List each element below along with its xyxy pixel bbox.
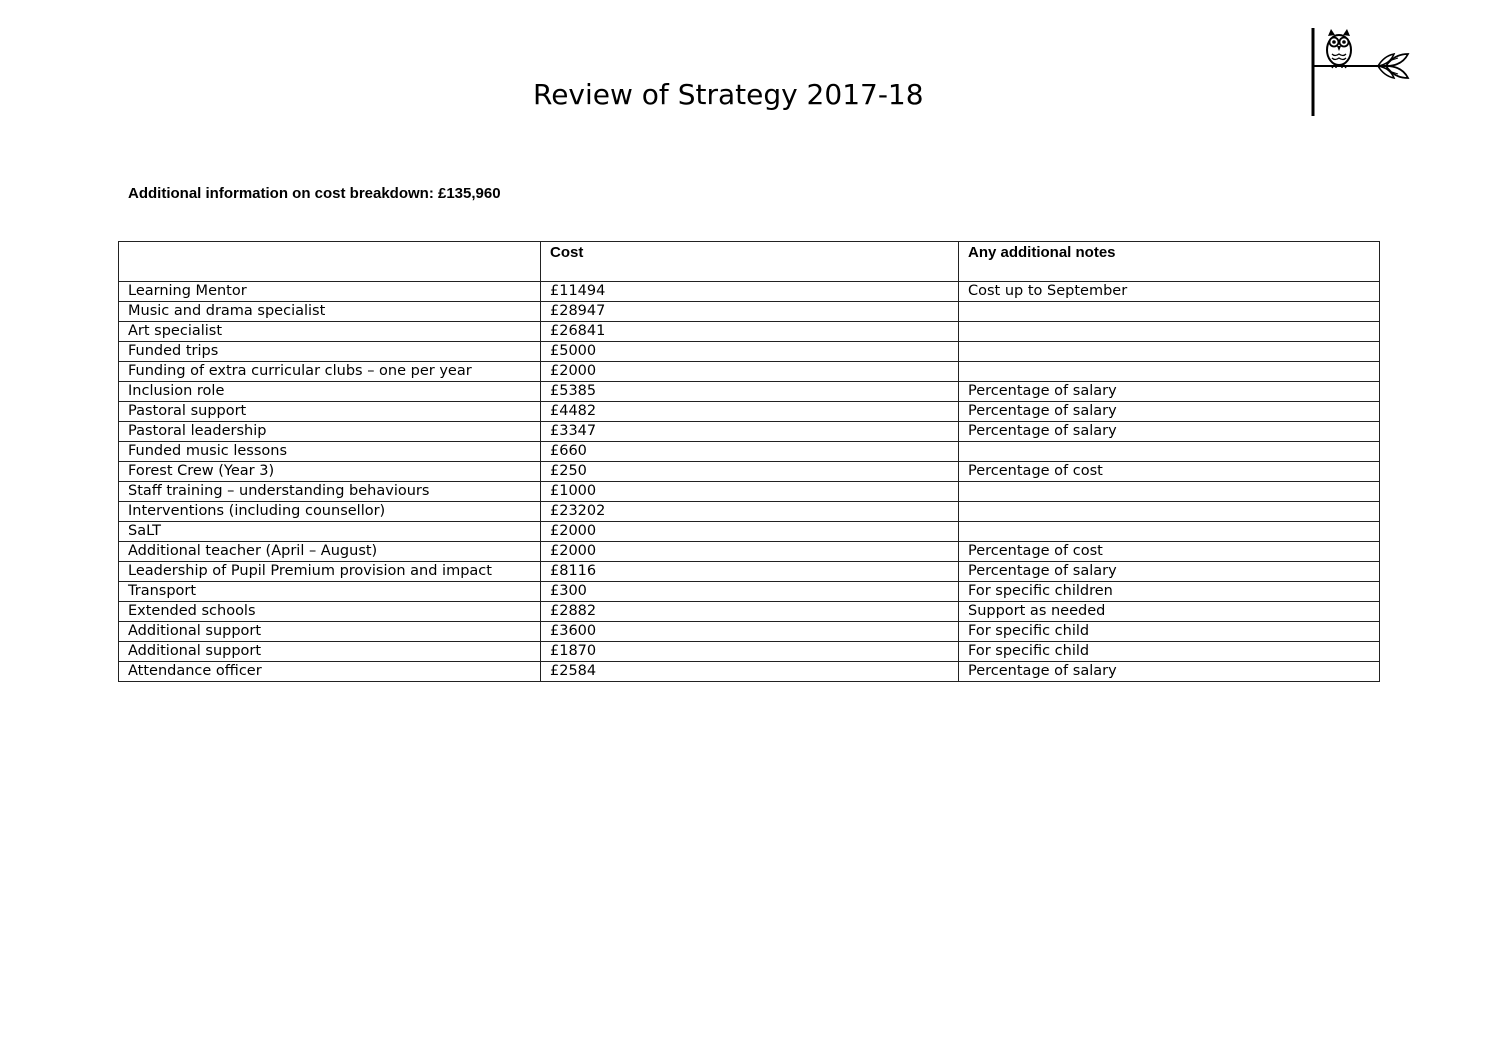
header-cost: Cost [541,242,959,282]
table-row [119,402,1380,422]
notes-cell: For specific children [959,582,1380,602]
table-row [119,342,1380,362]
cost-cell: £26841 [541,322,959,342]
cost-cell: £300 [541,582,959,602]
notes-cell: Percentage of cost [959,462,1380,482]
notes-cell: Percentage of salary [959,422,1380,442]
table-row [119,522,1380,542]
table-row [119,382,1380,402]
item-cell: Art specialist [119,322,541,342]
table-row [119,582,1380,602]
item-cell: Pastoral support [119,402,541,422]
cost-breakdown-table [118,241,1380,682]
table-row [119,422,1380,442]
item-cell: Additional support [119,642,541,662]
cost-cell: £1870 [541,642,959,662]
notes-cell [959,482,1380,502]
table-row [119,482,1380,502]
cost-cell: £8116 [541,562,959,582]
notes-cell [959,342,1380,362]
table-row [119,462,1380,482]
table-row [119,622,1380,642]
item-cell: Interventions (including counsellor) [119,502,541,522]
page-title: Review of Strategy 2017-18 [533,78,924,111]
notes-cell: Percentage of salary [959,662,1380,682]
item-cell: Pastoral leadership [119,422,541,442]
notes-cell [959,362,1380,382]
table-row [119,322,1380,342]
cost-cell: £2000 [541,542,959,562]
table-row [119,602,1380,622]
cost-cell: £28947 [541,302,959,322]
owl-on-branch-icon [1304,26,1414,120]
cost-cell: £660 [541,442,959,462]
table-row [119,662,1380,682]
notes-cell: Cost up to September [959,282,1380,302]
item-cell: SaLT [119,522,541,542]
cost-cell: £2000 [541,362,959,382]
item-cell: Forest Crew (Year 3) [119,462,541,482]
notes-cell: Percentage of salary [959,562,1380,582]
notes-cell [959,522,1380,542]
item-cell: Funded music lessons [119,442,541,462]
notes-cell: Percentage of cost [959,542,1380,562]
notes-cell [959,302,1380,322]
cost-breakdown-heading: Additional information on cost breakdown: £135,960 [128,185,501,202]
cost-cell: £250 [541,462,959,482]
item-cell: Funding of extra curricular clubs – one per year [119,362,541,382]
item-cell: Transport [119,582,541,602]
cost-cell: £5000 [541,342,959,362]
notes-cell [959,502,1380,522]
table-row [119,362,1380,382]
item-cell: Funded trips [119,342,541,362]
table-header-row [119,242,1380,282]
cost-cell: £2584 [541,662,959,682]
item-cell: Additional teacher (April – August) [119,542,541,562]
cost-cell: £4482 [541,402,959,422]
cost-cell: £3347 [541,422,959,442]
header-item [119,242,541,282]
notes-cell: For specific child [959,642,1380,662]
table-row [119,282,1380,302]
item-cell: Leadership of Pupil Premium provision and impact [119,562,541,582]
table-body [119,282,1380,682]
owl-logo-icon [1304,26,1414,120]
table-row [119,642,1380,662]
cost-cell: £3600 [541,622,959,642]
cost-cell: £11494 [541,282,959,302]
cost-cell: £2882 [541,602,959,622]
notes-cell: Percentage of salary [959,382,1380,402]
notes-cell [959,442,1380,462]
item-cell: Inclusion role [119,382,541,402]
header-notes: Any additional notes [959,242,1380,282]
cost-cell: £5385 [541,382,959,402]
notes-cell [959,322,1380,342]
table-row [119,542,1380,562]
table-row [119,502,1380,522]
table-row [119,442,1380,462]
item-cell: Extended schools [119,602,541,622]
table-row [119,302,1380,322]
table-row [119,562,1380,582]
notes-cell: Percentage of salary [959,402,1380,422]
cost-cell: £1000 [541,482,959,502]
cost-cell: £2000 [541,522,959,542]
cost-cell: £23202 [541,502,959,522]
notes-cell: For specific child [959,622,1380,642]
item-cell: Music and drama specialist [119,302,541,322]
item-cell: Staff training – understanding behaviours [119,482,541,502]
item-cell: Learning Mentor [119,282,541,302]
item-cell: Additional support [119,622,541,642]
notes-cell: Support as needed [959,602,1380,622]
item-cell: Attendance officer [119,662,541,682]
